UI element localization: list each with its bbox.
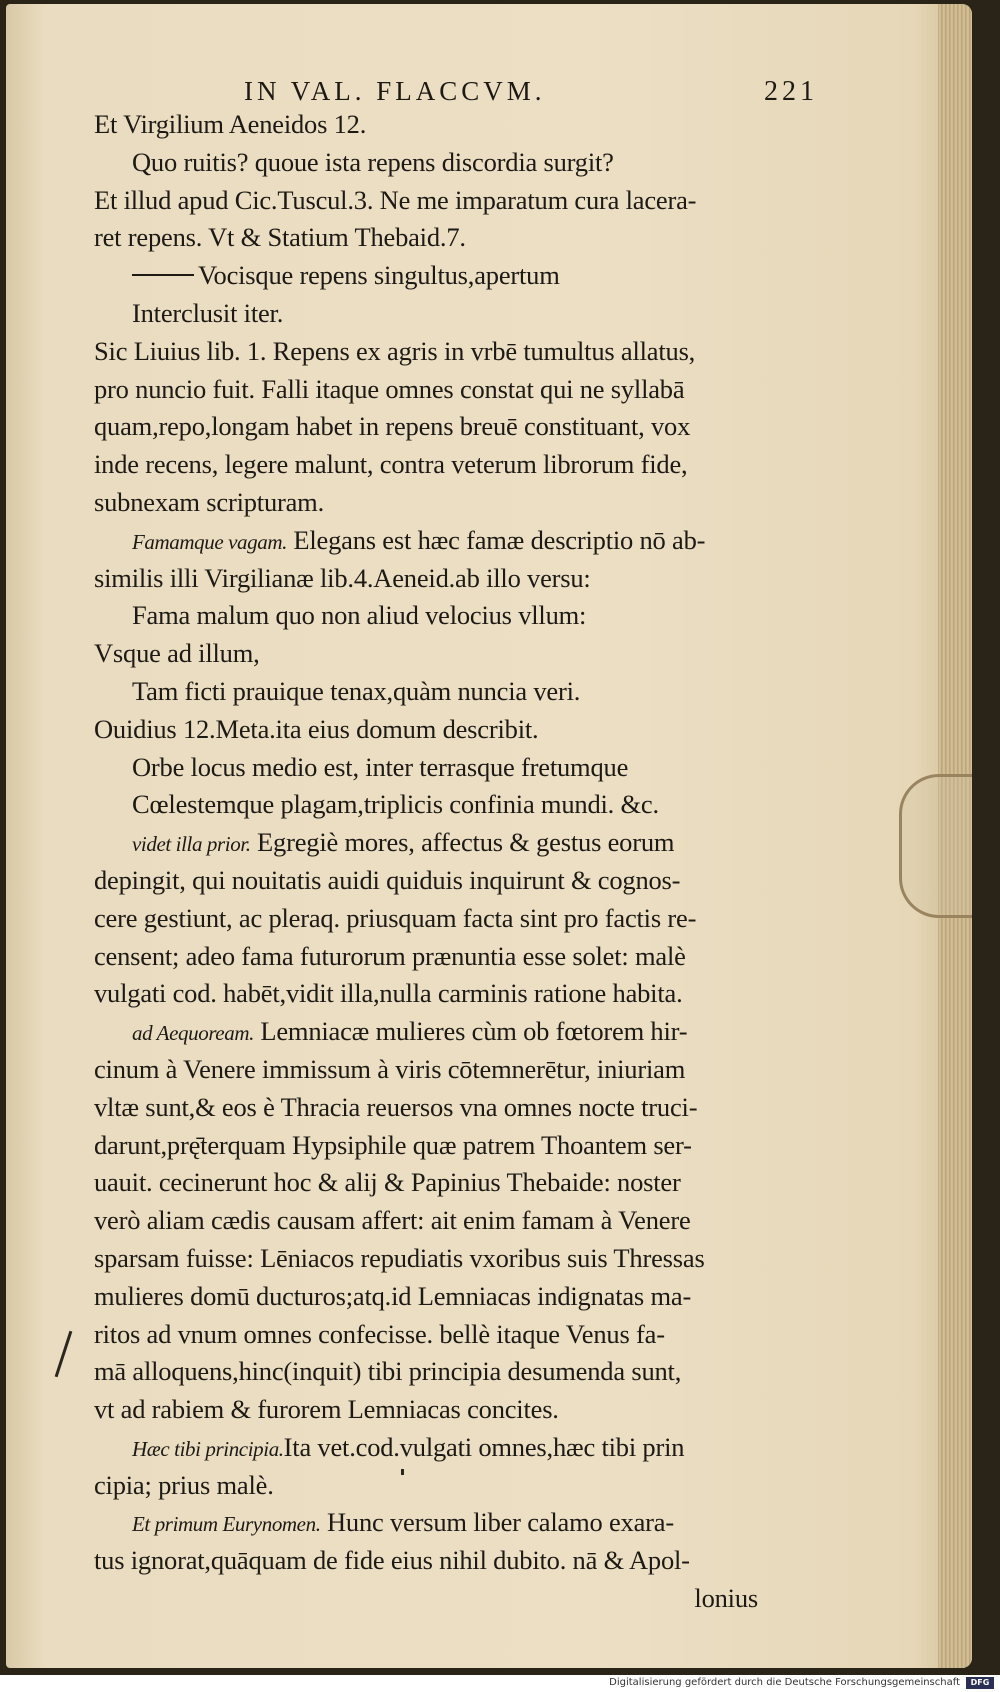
text-line: Famamque vagam. Elegans est hæc famæ descriptio nō ab- (132, 524, 706, 555)
book-page (6, 4, 972, 1668)
text-line: Et Virgilium Aeneidos 12. (94, 109, 367, 139)
text-line: ad Aequoream. Lemniacæ mulieres cùm ob fœtorem hir- (132, 1016, 688, 1047)
text-line: similis illi Virgilianæ lib.4.Aeneid.ab illo versu: (94, 562, 591, 593)
margin-pen-mark (55, 1331, 73, 1378)
text-line: depingit, qui nouitatis auidi quiduis inquirunt & cognos- (94, 864, 681, 895)
text-line: cinum à Venere immissum à viris cōtemnerētur, iniuriam (94, 1053, 686, 1084)
text-line: ret repens. Vt & Statium Thebaid.7. (94, 222, 466, 253)
text-line: Fama malum quo non aliud velocius vllum: (132, 600, 587, 631)
text-line: Ouidius 12.Meta.ita eius domum describit. (94, 713, 539, 744)
text-line: verò aliam cædis causam affert: ait enim famam à Venere (94, 1205, 691, 1236)
text-line: uauit. cecinerunt hoc & alij & Papinius Thebaide: noster (94, 1167, 681, 1198)
lemma: ad Aequoream. (132, 1021, 254, 1046)
folio-number: 221 (764, 76, 818, 107)
text-line: Et illud apud Cic.Tuscul.3. Ne me imparatum cura lacera- (94, 184, 697, 215)
text-line: Vocisque repens singultus,apertum (94, 257, 818, 295)
text-line: Quo ruitis? quoue ista repens discordia surgit? (132, 146, 614, 177)
text-line: darunt,prę̄terquam Hypsiphile quæ patrem Thoantem ser- (94, 1129, 692, 1160)
text-block (94, 66, 818, 1618)
text-line: vltæ sunt,& eos è Thracia reuersos vna omnes nocte truci- (94, 1091, 698, 1122)
text-line: tus ignorat,quāquam de fide eius nihil dubito. nā & Apol- (94, 1545, 690, 1576)
text-line: mā alloquens,hinc(inquit) tibi principia desumenda sunt, (94, 1356, 682, 1387)
catchword: lonius (694, 1583, 758, 1614)
text-line: Hæc tibi principia.Ita vet.cod.vulgati omnes,hæc tibi prin (132, 1431, 685, 1462)
lemma: Hæc tibi principia. (132, 1436, 284, 1461)
text-line: cere gestiunt, ac pleraq. priusquam facta sint pro factis re- (94, 902, 697, 933)
text-line: censent; adeo fama futurorum prænuntia esse solet: malè (94, 940, 686, 971)
digitization-footer (0, 1675, 1000, 1692)
lemma: videt illa prior. (132, 832, 251, 857)
text-line: pro nuncio fuit. Falli itaque omnes constat qui ne syllabā (94, 373, 685, 404)
running-head: IN VAL. FLACCVM. (244, 76, 546, 106)
text-line: subnexam scripturam. (94, 486, 325, 517)
book-clasp (899, 774, 972, 918)
text-line: Cœlestemque plagam,triplicis confinia mundi. &c. (132, 789, 659, 820)
text-line: sparsam fuisse: Lēniacos repudiatis vxoribus suis Thressas (94, 1242, 705, 1273)
dfg-logo: DFG (966, 1677, 994, 1689)
text-line: cipia; prius malè. (94, 1469, 274, 1500)
text-line: mulieres domū ducturos;atq.id Lemniacas indignatas ma- (94, 1280, 692, 1311)
text-line: inde recens, legere malunt, contra veterum librorum fide, (94, 449, 688, 480)
text-line: ritos ad vnum omnes confecisse. bellè itaque Venus fa- (94, 1318, 665, 1349)
text-line: Orbe locus medio est, inter terrasque fretumque (132, 751, 629, 782)
text-line: Tam ficti prauique tenax,quàm nuncia veri. (132, 675, 581, 706)
page-header (94, 66, 818, 106)
text-line: videt illa prior. Egregiè mores, affectus & gestus eorum (132, 827, 675, 858)
text-line: quam,repo,longam habet in repens breuē constituant, vox (94, 411, 691, 442)
text-line: Vsque ad illum, (94, 638, 260, 669)
text-line: vulgati cod. habēt,vidit illa,nulla carminis ratione habita. (94, 978, 683, 1009)
text-line: Interclusit iter. (132, 297, 284, 328)
dash-rule (132, 274, 194, 276)
lemma: Et primum Eurynomen. (132, 1512, 321, 1537)
footer-credit: Digitalisierung gefördert durch die Deutsche Forschungsgemeinschaft (609, 1677, 960, 1688)
text-line: Et primum Eurynomen. Hunc versum liber calamo exara- (132, 1507, 674, 1538)
text-line: vt ad rabiem & furorem Lemniacas concites. (94, 1394, 559, 1425)
lemma: Famamque vagam. (132, 529, 287, 554)
text-line: Sic Liuius lib. 1. Repens ex agris in vrbē tumultus allatus, (94, 335, 696, 366)
